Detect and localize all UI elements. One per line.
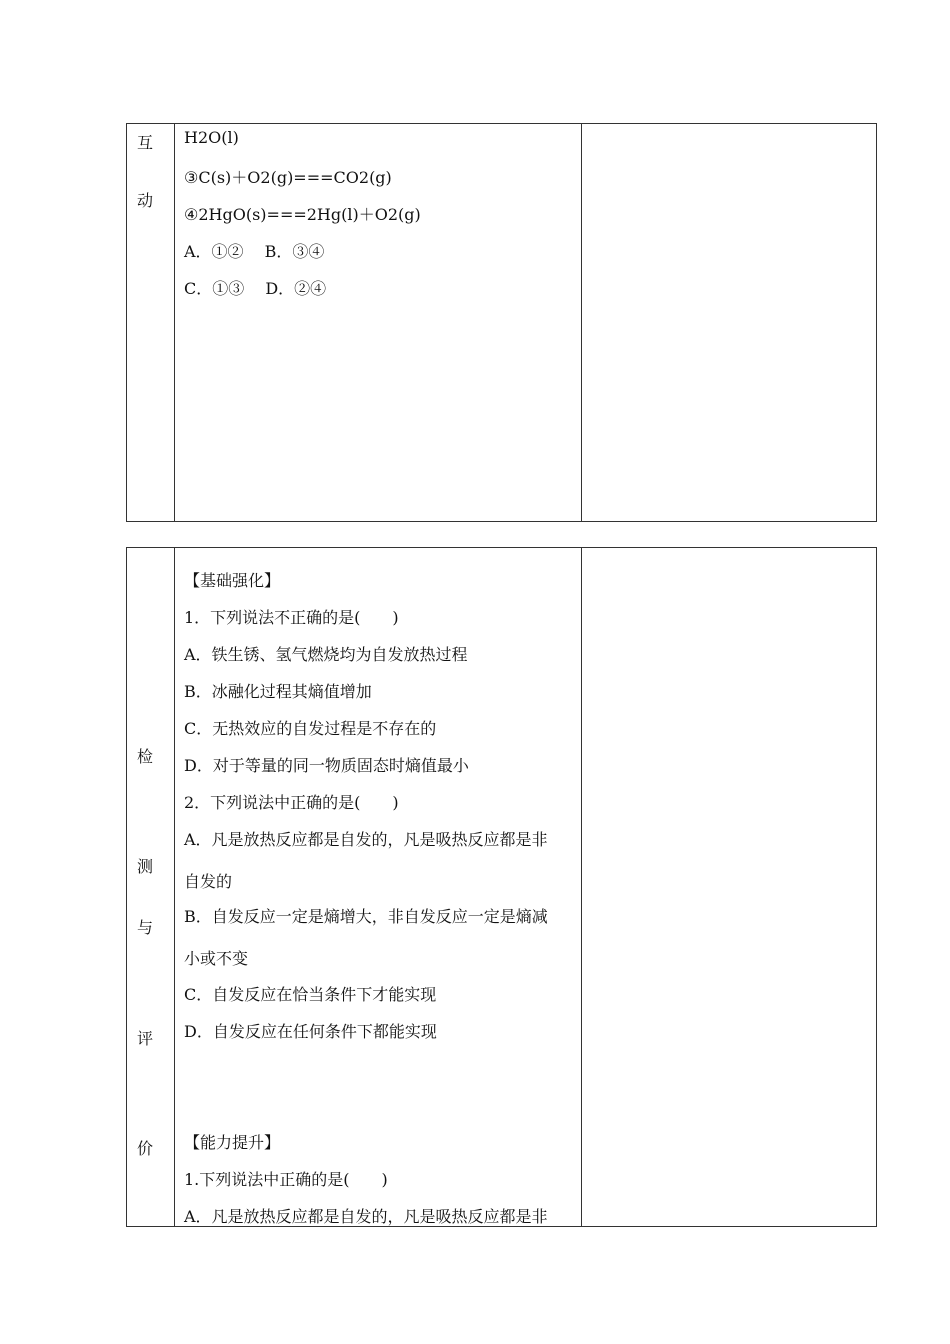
option-line: A．凡是放热反应都是自发的，凡是吸热反应都是非 [184, 830, 548, 849]
side-label-char: 检 [137, 747, 154, 766]
side-label-char: 测 [137, 857, 154, 876]
content-line: ③C(s)＋O2(g)===CO2(g) [184, 168, 392, 187]
question-line: 2．下列说法中正确的是( ) [184, 793, 399, 812]
side-label-char: 价 [137, 1139, 154, 1158]
option-line: A．铁生锈、氢气燃烧均为自发放热过程 [184, 645, 468, 664]
option-line: B．冰融化过程其熵值增加 [184, 682, 372, 701]
option-line: A．凡是放热反应都是自发的，凡是吸热反应都是非 [184, 1207, 548, 1226]
table-assessment [126, 547, 877, 1227]
content-line: H2O(l) [184, 128, 239, 147]
side-label-char: 互 [137, 133, 154, 152]
question-line: 1．下列说法不正确的是( ) [184, 608, 399, 627]
option-line-continued: 小或不变 [184, 949, 249, 968]
side-label-char: 动 [137, 191, 154, 210]
option-line: B．自发反应一定是熵增大，非自发反应一定是熵减 [184, 907, 548, 926]
answer-options: A．①② B．③④ [184, 242, 325, 261]
column-divider [581, 548, 582, 1226]
option-line-continued: 自发的 [184, 872, 233, 891]
option-line: D．对于等量的同一物质固态时熵值最小 [184, 756, 469, 775]
column-divider [174, 124, 175, 521]
question-line: 1.下列说法中正确的是( ) [184, 1170, 388, 1189]
answer-options: C．①③ D．②④ [184, 279, 327, 298]
side-label-char: 评 [137, 1029, 154, 1048]
table-interaction [126, 123, 877, 522]
option-line: C．无热效应的自发过程是不存在的 [184, 719, 437, 738]
section-heading: 【基础强化】 [184, 571, 281, 590]
option-line: C．自发反应在恰当条件下才能实现 [184, 985, 437, 1004]
side-label-char: 与 [137, 918, 154, 937]
content-line: ④2HgO(s)===2Hg(l)＋O2(g) [184, 205, 421, 224]
column-divider [174, 548, 175, 1226]
column-divider [581, 124, 582, 521]
option-line: D．自发反应在任何条件下都能实现 [184, 1022, 437, 1041]
section-heading: 【能力提升】 [184, 1133, 281, 1152]
